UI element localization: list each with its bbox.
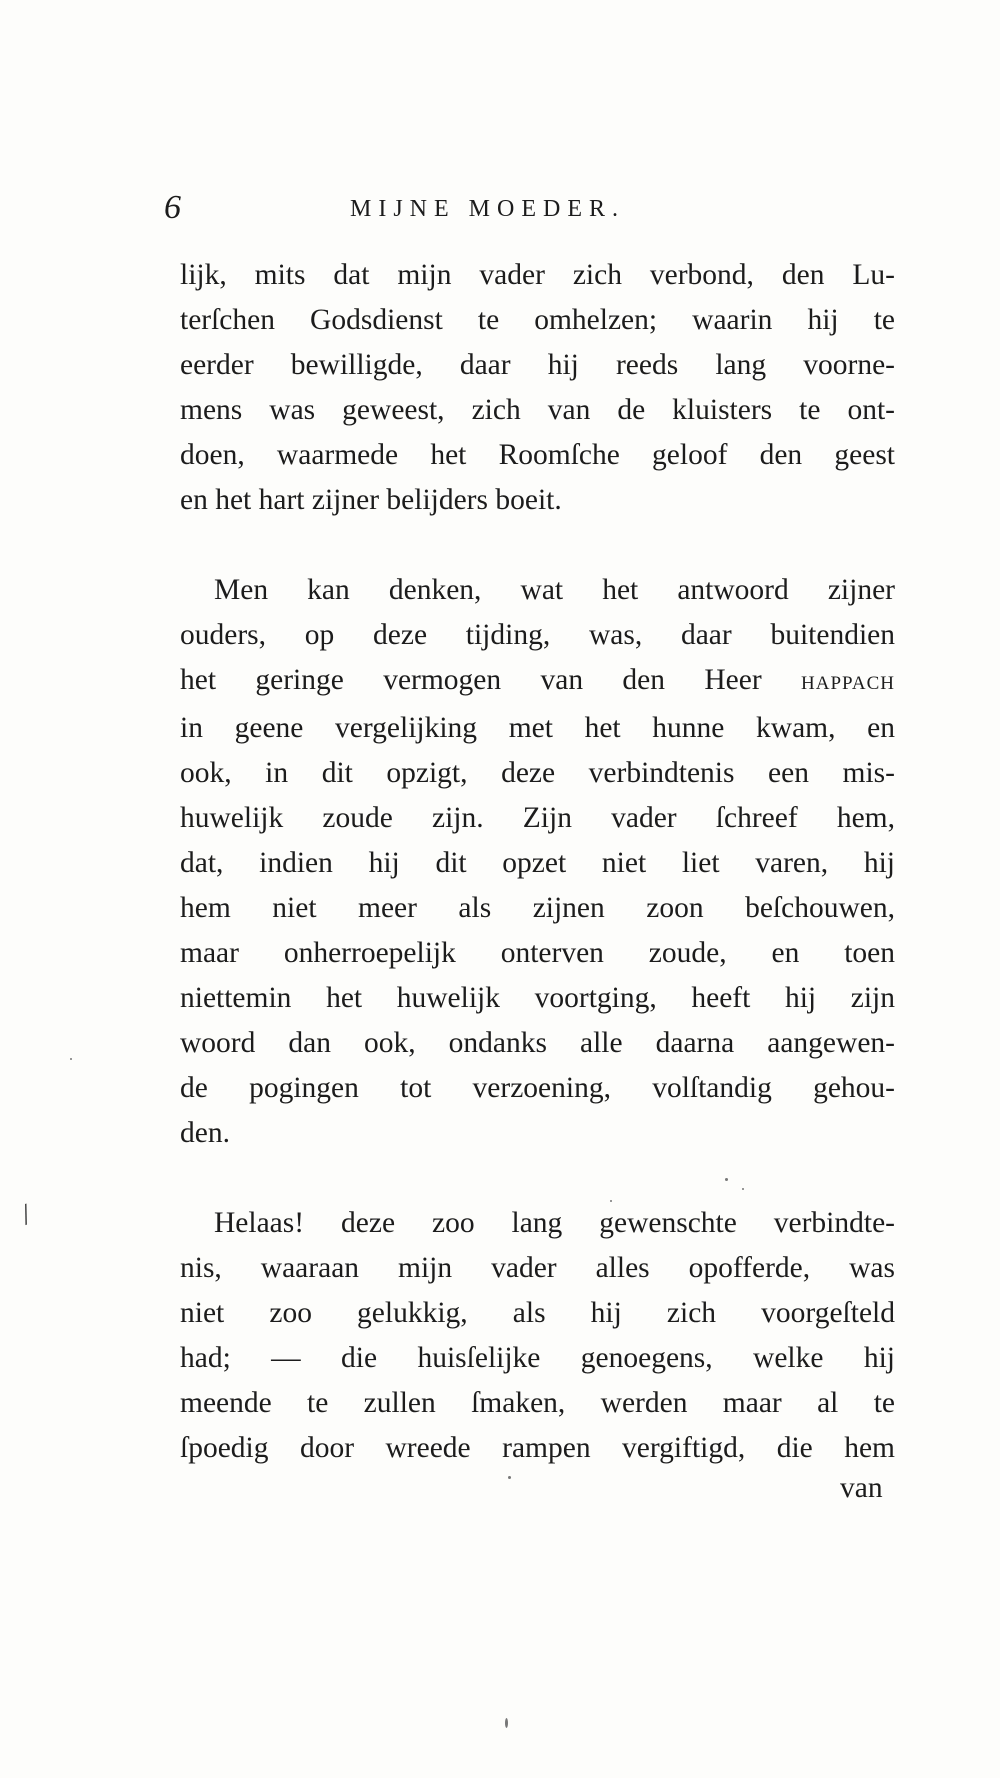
text-line: dat, indien hij dit opzet niet liet varen, hij — [180, 847, 895, 879]
catchword: van — [840, 1472, 883, 1504]
text-line: eerder bewilligde, daar hij reeds lang voorne- — [180, 349, 895, 381]
text-line: ſpoedig door wreede rampen vergiftigd, die hem — [180, 1432, 895, 1464]
page-number: 6 — [164, 189, 181, 226]
paper-speck — [508, 1476, 511, 1479]
text-line: doen, waarmede het Roomſche geloof den geest — [180, 439, 895, 471]
text-line: en het hart zijner belijders boeit. — [180, 484, 562, 516]
text-line: nis, waaraan mijn vader alles opofferde, was — [180, 1252, 895, 1284]
page-header — [160, 188, 900, 232]
text-line: woord dan ook, ondanks alle daarna aangewen- — [180, 1027, 895, 1059]
smallcaps-name: HAPPACH — [801, 673, 895, 694]
text-line: den. — [180, 1117, 230, 1149]
text-line: had; — die huisſelijke genoegens, welke hij — [180, 1342, 895, 1374]
paper-speck — [505, 1718, 508, 1728]
text-line: mens was geweest, zich van de kluisters te ont- — [180, 394, 895, 426]
text-line: huwelijk zoude zijn. Zijn vader ſchreef hem, — [180, 802, 895, 834]
text-fragment: het geringe vermogen van den Heer — [180, 664, 762, 696]
text-line: meende te zullen ſmaken, werden maar al te — [180, 1387, 895, 1419]
text-line: ook, in dit opzigt, deze verbindtenis een mis- — [180, 757, 895, 789]
margin-pencil-mark: / — [16, 1197, 36, 1232]
text-line: de pogingen tot verzoening, volſtandig gehou- — [180, 1072, 895, 1104]
text-line-with-name — [180, 658, 895, 706]
text-line: niet zoo gelukkig, als hij zich voorgeſteld — [180, 1297, 895, 1329]
text-line: lijk, mits dat mijn vader zich verbond, den Lu- — [180, 259, 895, 291]
paragraph-1 — [180, 253, 895, 523]
text-line: in geene vergelijking met het hunne kwam, en — [180, 712, 895, 744]
paper-speck — [70, 1058, 72, 1060]
paragraph-2 — [180, 568, 895, 1156]
text-line: hem niet meer als zijnen zoon beſchouwen, — [180, 892, 895, 924]
paper-speck — [742, 1188, 744, 1190]
paragraph-3 — [180, 1201, 895, 1471]
running-head: MIJNE MOEDER. — [350, 196, 625, 222]
body-text — [180, 253, 895, 1516]
paper-speck — [610, 1200, 612, 1202]
text-line: niettemin het huwelijk voortging, heeft hij zijn — [180, 982, 895, 1014]
text-line: Helaas! deze zoo lang gewenschte verbindte- — [214, 1207, 895, 1239]
paper-speck — [725, 1178, 728, 1181]
text-line: ouders, op deze tijding, was, daar buitendien — [180, 619, 895, 651]
text-line: Men kan denken, wat het antwoord zijner — [214, 574, 895, 606]
text-line: maar onherroepelijk onterven zoude, en toen — [180, 937, 895, 969]
text-line: terſchen Godsdienst te omhelzen; waarin hij te — [180, 304, 895, 336]
